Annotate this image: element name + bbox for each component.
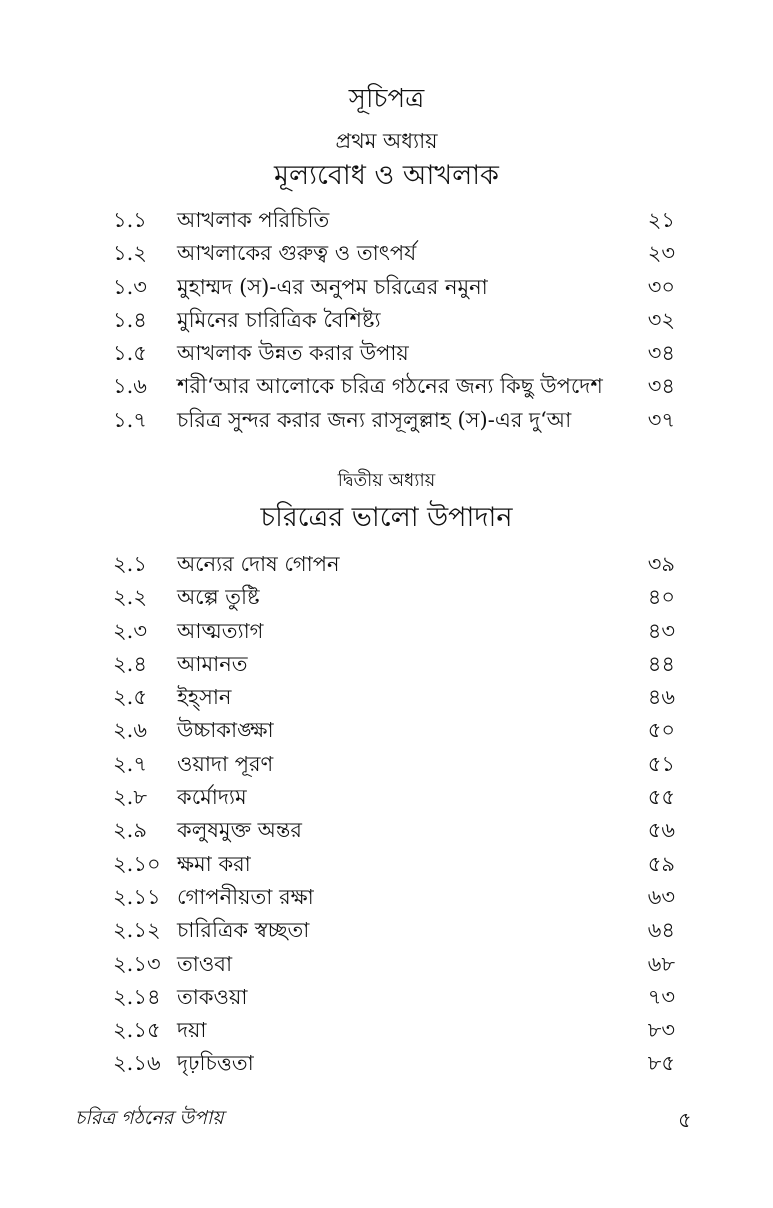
- entry-title: আখলাকের গুরুত্ব ও তাৎপর্য: [177, 241, 417, 266]
- entry-title: মুহাম্মদ (স)-এর অনুপম চরিত্রের নমুনা: [177, 274, 488, 299]
- entry-page: ৪৪: [647, 651, 675, 676]
- entry-number: ১.৩: [113, 274, 147, 299]
- toc-entry[interactable]: [113, 781, 675, 814]
- entry-number: ২.৯: [113, 818, 147, 843]
- entry-title: ক্ষমা করা: [177, 851, 251, 876]
- entry-page: ২১: [647, 208, 675, 232]
- entry-page: ৬৩: [647, 884, 675, 909]
- entry-page: ৪৩: [647, 618, 675, 643]
- toc-entry[interactable]: [113, 714, 675, 747]
- toc-entry[interactable]: [113, 204, 675, 237]
- chapter-1-entries: [113, 204, 675, 437]
- chapter-2-label: দ্বিতীয় অধ্যায়: [337, 470, 436, 491]
- toc-entry[interactable]: [113, 370, 675, 403]
- entry-number: ১.১: [113, 208, 147, 232]
- entry-number: ২.২: [113, 585, 147, 610]
- toc-entry[interactable]: [113, 981, 675, 1014]
- entry-page: ৩২: [647, 307, 675, 332]
- toc-entry[interactable]: [113, 271, 675, 304]
- entry-title: আত্মত্যাগ: [177, 618, 264, 643]
- entry-number: ২.৭: [113, 751, 147, 776]
- entry-page: ৮৫: [647, 1051, 675, 1076]
- entry-title: দয়া: [177, 1018, 207, 1043]
- toc-entry[interactable]: [113, 337, 675, 370]
- entry-page: ৫৫: [647, 785, 675, 810]
- toc-entry[interactable]: [113, 848, 675, 881]
- entry-page: ৪০: [647, 585, 675, 610]
- entry-page: ৫৬: [647, 818, 675, 843]
- toc-entry[interactable]: [113, 748, 675, 781]
- entry-title: আখলাক পরিচিতি: [177, 208, 330, 232]
- toc-entry[interactable]: [113, 681, 675, 714]
- entry-page: ৬৮: [647, 951, 675, 976]
- entry-title: উচ্চাকাঙ্ক্ষা: [177, 718, 274, 743]
- entry-title: অল্পে তুষ্টি: [177, 585, 260, 610]
- chapter-2-entries: [113, 548, 675, 1081]
- entry-page: ২৩: [647, 241, 675, 266]
- chapter-2-title: চরিত্রের ভালো উপাদান: [260, 502, 513, 533]
- entry-title: ওয়াদা পূরণ: [177, 751, 274, 776]
- entry-title: অন্যের দোষ গোপন: [177, 552, 340, 576]
- entry-title: শরী‘আর আলোকে চরিত্র গঠনের জন্য কিছু উপদেশ: [177, 374, 603, 399]
- entry-number: ১.৫: [113, 341, 147, 366]
- entry-title: চরিত্র সুন্দর করার জন্য রাসূলুল্লাহ (স)-এর দু‘আ: [177, 407, 572, 432]
- entry-number: ১.২: [113, 241, 147, 266]
- toc-entry[interactable]: [113, 404, 675, 437]
- entry-title: মুমিনের চারিত্রিক বৈশিষ্ট্য: [177, 307, 381, 332]
- toc-entry[interactable]: [113, 581, 675, 614]
- entry-number: ২.১৩: [113, 951, 161, 976]
- entry-page: ৬৪: [647, 918, 675, 943]
- chapter-1-title: মূল্যবোধ ও আখলাক: [274, 160, 499, 191]
- entry-page: ৫১: [647, 751, 675, 776]
- toc-entry[interactable]: [113, 814, 675, 847]
- entry-title: আমানত: [177, 651, 248, 676]
- entry-title: ইহ্‌সান: [177, 685, 232, 710]
- entry-page: ৫০: [647, 718, 675, 743]
- entry-number: ২.১৪: [113, 984, 161, 1009]
- entry-page: ৩০: [647, 274, 675, 299]
- entry-number: ১.৬: [113, 374, 147, 399]
- entry-title: তাকওয়া: [177, 984, 248, 1009]
- entry-page: ৩৪: [647, 341, 675, 366]
- entry-number: ২.১০: [113, 851, 161, 876]
- entry-page: ৩৪: [647, 374, 675, 399]
- toc-entry[interactable]: [113, 1014, 675, 1047]
- entry-number: ২.১৫: [113, 1018, 161, 1043]
- entry-number: ২.৪: [113, 651, 147, 676]
- toc-entry[interactable]: [113, 914, 675, 947]
- toc-entry[interactable]: [113, 648, 675, 681]
- entry-page: ৫৯: [647, 851, 675, 876]
- entry-number: ২.৫: [113, 685, 147, 710]
- toc-entry[interactable]: [113, 548, 675, 581]
- entry-number: ২.৬: [113, 718, 147, 743]
- toc-entry[interactable]: [113, 881, 675, 914]
- entry-page: ৩৭: [647, 407, 675, 432]
- entry-number: ১.৭: [113, 407, 147, 432]
- entry-title: কর্মোদ্যম: [177, 785, 247, 810]
- entry-page: ৪৬: [647, 685, 675, 710]
- entry-page: ৩৯: [647, 552, 675, 576]
- entry-page: ৭৩: [647, 984, 675, 1009]
- entry-page: ৮৩: [647, 1018, 675, 1043]
- toc-entry[interactable]: [113, 948, 675, 981]
- entry-number: ২.১৬: [113, 1051, 161, 1076]
- entry-number: ২.১১: [113, 884, 161, 909]
- toc-entry[interactable]: [113, 1047, 675, 1080]
- entry-title: চারিত্রিক স্বচ্ছতা: [177, 918, 310, 943]
- entry-number: ২.৮: [113, 785, 147, 810]
- entry-title: কলুষমুক্ত অন্তর: [177, 818, 302, 843]
- toc-entry[interactable]: [113, 304, 675, 337]
- entry-title: গোপনীয়তা রক্ষা: [177, 884, 314, 909]
- chapter-1-label: প্রথম অধ্যায়: [335, 129, 438, 153]
- entry-title: আখলাক উন্নত করার উপায়: [177, 341, 409, 366]
- toc-entry[interactable]: [113, 615, 675, 648]
- footer-book-title: চরিত্র গঠনের উপায়: [75, 1107, 224, 1129]
- footer-page-number: ৫: [678, 1108, 692, 1132]
- entry-title: দৃঢ়চিত্ততা: [177, 1051, 254, 1076]
- entry-title: তাওবা: [177, 951, 233, 976]
- entry-number: ২.১: [113, 552, 147, 576]
- entry-number: ১.৪: [113, 307, 147, 332]
- toc-entry[interactable]: [113, 237, 675, 270]
- page-title: সূচিপত্র: [348, 84, 425, 114]
- entry-number: ২.১২: [113, 918, 161, 943]
- entry-number: ২.৩: [113, 618, 147, 643]
